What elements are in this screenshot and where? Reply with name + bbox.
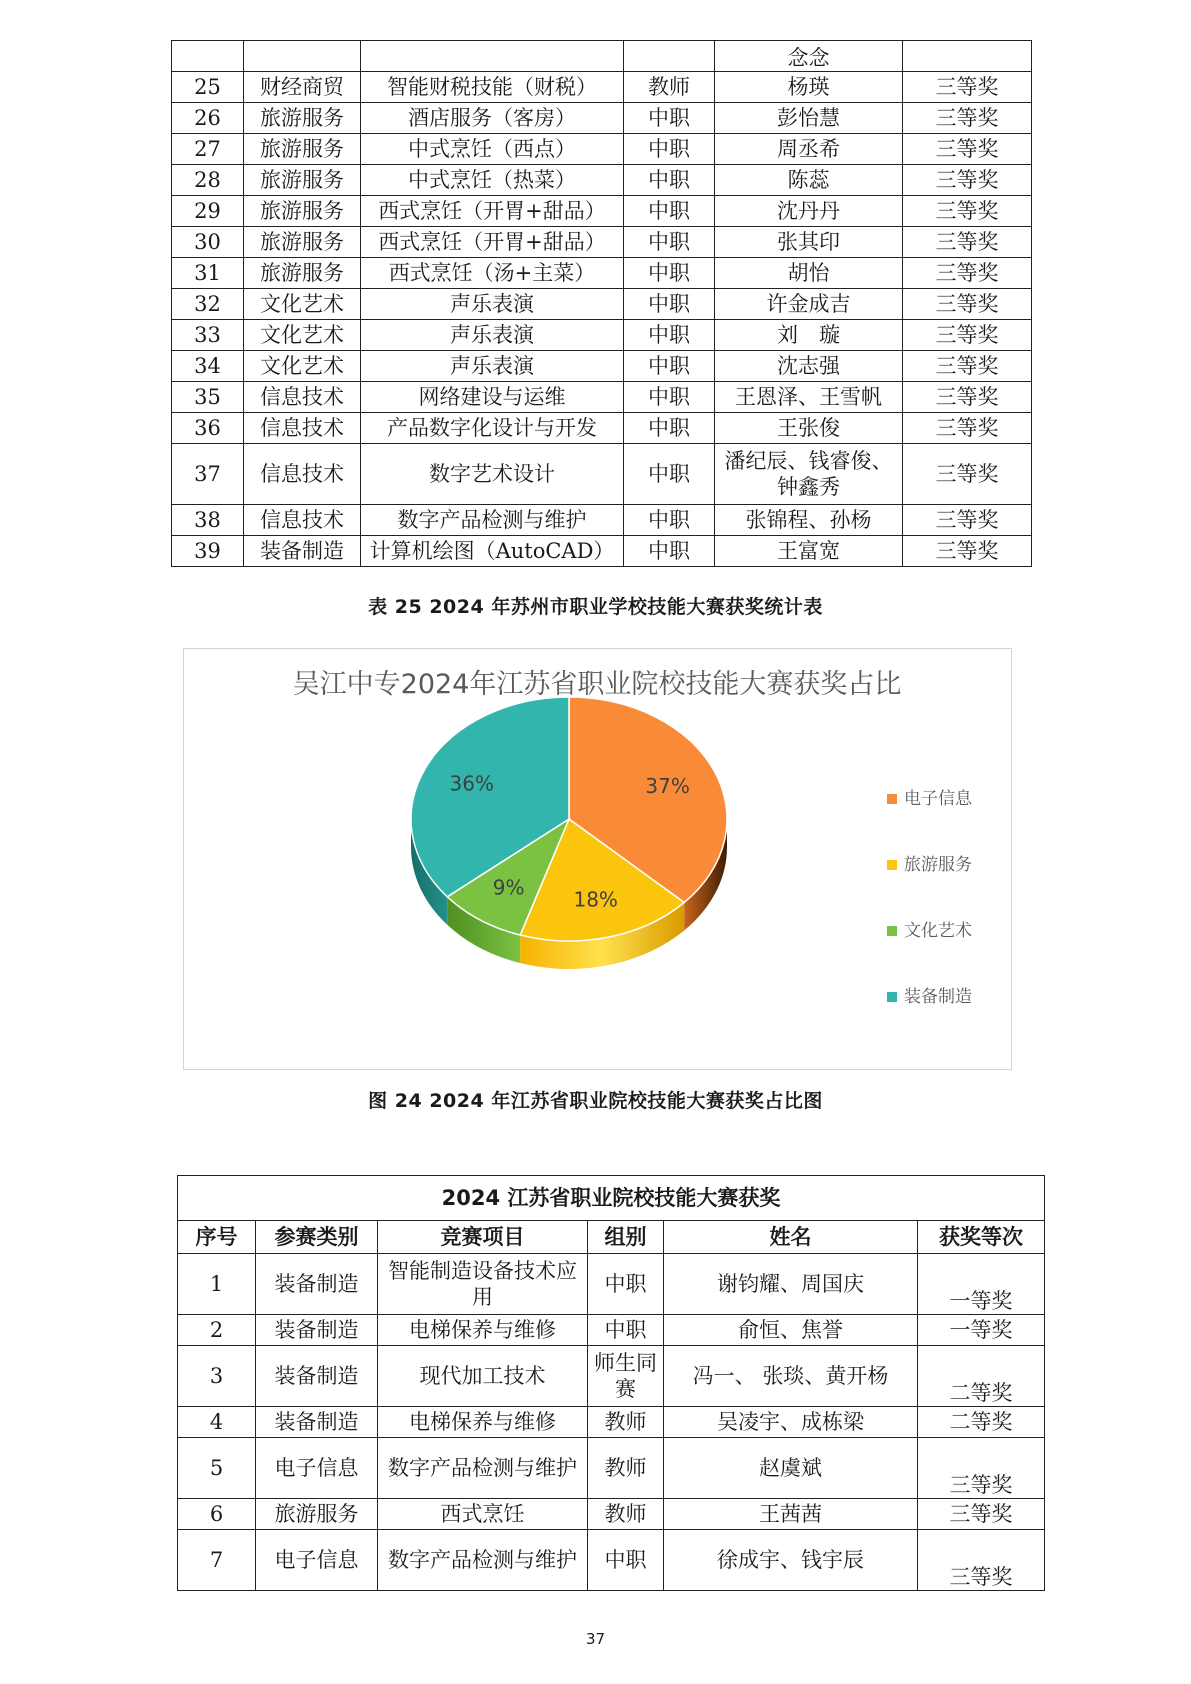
cell-group: 中职 [624,382,715,413]
table-row [172,351,1032,382]
cell-name: 吴凌宇、成栋梁 [664,1407,918,1438]
cell-no: 29 [172,196,244,227]
cell-no: 5 [178,1438,256,1499]
cell-award: 三等奖 [918,1499,1045,1530]
cell-project: 现代加工技术 [378,1346,588,1407]
cell-name: 许金成吉 [715,289,903,320]
table-caption: 表 25 2024 年苏州市职业学校技能大赛获奖统计表 [368,596,823,618]
header-group: 组别 [588,1221,664,1254]
cell-group: 中职 [624,505,715,536]
award-table-continued [171,40,1032,567]
cell-project: 声乐表演 [361,320,624,351]
cell-group: 中职 [624,289,715,320]
table-row [178,1315,1045,1346]
cell-no: 33 [172,320,244,351]
cell-category: 文化艺术 [244,351,361,382]
cell-group: 教师 [624,72,715,103]
legend-swatch-0 [887,794,897,804]
cell-award: 三等奖 [903,72,1032,103]
cell-award: 三等奖 [903,227,1032,258]
cell-award: 三等奖 [903,196,1032,227]
header-name: 姓名 [664,1221,918,1254]
cell-group: 中职 [624,227,715,258]
cell-no: 34 [172,351,244,382]
header-category: 参赛类别 [256,1221,378,1254]
cell-category: 文化艺术 [244,320,361,351]
cell-award: 二等奖 [918,1407,1045,1438]
cell-award: 三等奖 [903,413,1032,444]
legend-label-3: 装备制造 [904,987,972,1007]
pie-slices [411,697,727,941]
cell-group: 中职 [588,1315,664,1346]
cell-group: 教师 [588,1438,664,1499]
cell-group: 中职 [624,444,715,505]
cell-award: 一等奖 [918,1315,1045,1346]
cell-category: 装备制造 [256,1346,378,1407]
cell-no: 3 [178,1346,256,1407]
cell-name: 周丞希 [715,134,903,165]
cell-group: 教师 [588,1499,664,1530]
cell-award: 三等奖 [903,382,1032,413]
cell-category: 旅游服务 [244,258,361,289]
cell-category: 电子信息 [256,1438,378,1499]
cell-category: 信息技术 [244,413,361,444]
pie-label-2: 9% [492,875,525,900]
page-number: 37 [585,1630,606,1648]
cell-group: 中职 [588,1254,664,1315]
pie-label-3: 36% [449,771,495,796]
table-row [178,1346,1045,1407]
cell-award: 一等奖 [918,1254,1045,1315]
cell-project: 声乐表演 [361,351,624,382]
cell-award: 三等奖 [903,165,1032,196]
cell-group: 中职 [624,258,715,289]
table-row [172,196,1032,227]
cell-no: 30 [172,227,244,258]
cell-category: 电子信息 [256,1530,378,1591]
cell-name: 潘纪辰、钱睿俊、钟鑫秀 [715,444,903,505]
cell-project: 西式烹饪（开胃+甜品） [361,227,624,258]
cell-no: 32 [172,289,244,320]
table-row [172,444,1032,505]
cell-no: 1 [178,1254,256,1315]
table-row [178,1407,1045,1438]
table-row [172,382,1032,413]
cell-name: 陈蕊 [715,165,903,196]
cell-project: 网络建设与运维 [361,382,624,413]
table-row [172,72,1032,103]
cell-category: 信息技术 [244,382,361,413]
cell-name: 冯一、 张琰、黄开杨 [664,1346,918,1407]
cell-project: 数字产品检测与维护 [378,1438,588,1499]
cell-name: 沈丹丹 [715,196,903,227]
chart-legend [887,789,973,1007]
table-row [172,413,1032,444]
cell-no: 36 [172,413,244,444]
table-row [172,258,1032,289]
table-row [178,1254,1045,1315]
cell-category: 装备制造 [256,1407,378,1438]
cell-name: 张其印 [715,227,903,258]
header-award: 获奖等次 [918,1221,1045,1254]
cell-award: 二等奖 [918,1346,1045,1407]
cell-award: 三等奖 [903,320,1032,351]
cell-award: 三等奖 [903,289,1032,320]
cell-project: 中式烹饪（西点） [361,134,624,165]
cell-group: 中职 [624,320,715,351]
cell-name: 王恩泽、王雪帆 [715,382,903,413]
cell-project: 智能财税技能（财税） [361,72,624,103]
cell-project: 电梯保养与维修 [378,1407,588,1438]
cell-award: 三等奖 [903,258,1032,289]
cell-award: 三等奖 [903,444,1032,505]
legend-swatch-1 [887,860,897,870]
table-row [172,289,1032,320]
cell-group: 中职 [624,196,715,227]
cell-category: 信息技术 [244,505,361,536]
chart-title: 吴江中专2024年江苏省职业院校技能大赛获奖占比 [292,669,902,700]
cell-award: 三等奖 [903,536,1032,567]
legend-swatch-3 [887,992,897,1002]
cell-category: 旅游服务 [256,1499,378,1530]
cell-project: 西式烹饪 [378,1499,588,1530]
cell-category: 装备制造 [244,536,361,567]
cell-no: 28 [172,165,244,196]
cell-project: 酒店服务（客房） [361,103,624,134]
cell-name: 王茜茜 [664,1499,918,1530]
cell-group: 中职 [624,103,715,134]
cell-no: 25 [172,72,244,103]
cell-name: 彭怡慧 [715,103,903,134]
cell-group: 中职 [624,351,715,382]
cell-category: 旅游服务 [244,103,361,134]
table-row [172,505,1032,536]
cell-project: 计算机绘图（AutoCAD） [361,536,624,567]
cell-project: 数字产品检测与维护 [378,1530,588,1591]
provincial-award-table [177,1175,1045,1591]
chart-caption: 图 24 2024 年江苏省职业院校技能大赛获奖占比图 [368,1090,823,1112]
cell-group: 中职 [624,134,715,165]
cell-group: 中职 [624,165,715,196]
cell-no: 4 [178,1407,256,1438]
cell-award: 三等奖 [903,505,1032,536]
table-row [172,41,1032,72]
cell-project: 西式烹饪（汤+主菜） [361,258,624,289]
continued-cell: 念念 [715,41,903,72]
pie-chart [184,649,1011,1069]
cell-no: 31 [172,258,244,289]
cell-no: 39 [172,536,244,567]
cell-award: 三等奖 [903,351,1032,382]
header-no: 序号 [178,1221,256,1254]
cell-category: 装备制造 [256,1315,378,1346]
table-row [172,536,1032,567]
cell-no: 7 [178,1530,256,1591]
cell-name: 王富宽 [715,536,903,567]
cell-group: 中职 [624,536,715,567]
cell-no: 6 [178,1499,256,1530]
cell-name: 杨瑛 [715,72,903,103]
cell-no: 27 [172,134,244,165]
cell-name: 张锦程、孙杨 [715,505,903,536]
cell-category: 旅游服务 [244,165,361,196]
cell-category: 财经商贸 [244,72,361,103]
cell-name: 刘 璇 [715,320,903,351]
cell-category: 文化艺术 [244,289,361,320]
pie-label-0: 37% [645,774,690,799]
cell-no: 2 [178,1315,256,1346]
cell-category: 旅游服务 [244,134,361,165]
cell-project: 电梯保养与维修 [378,1315,588,1346]
table-header-row [178,1221,1045,1254]
cell-award: 三等奖 [903,134,1032,165]
header-project: 竞赛项目 [378,1221,588,1254]
cell-group: 中职 [624,413,715,444]
table-row [178,1438,1045,1499]
cell-name: 俞恒、焦誉 [664,1315,918,1346]
cell-group: 教师 [588,1407,664,1438]
cell-award: 三等奖 [918,1438,1045,1499]
legend-label-1: 旅游服务 [904,855,972,875]
cell-project: 中式烹饪（热菜） [361,165,624,196]
table-title: 2024 江苏省职业院校技能大赛获奖 [178,1176,1045,1221]
cell-name: 王张俊 [715,413,903,444]
legend-label-2: 文化艺术 [904,921,972,941]
cell-no: 26 [172,103,244,134]
cell-no: 37 [172,444,244,505]
cell-project: 产品数字化设计与开发 [361,413,624,444]
cell-project: 数字产品检测与维护 [361,505,624,536]
table-row [172,134,1032,165]
table-title-row [178,1176,1045,1221]
cell-name: 徐成宇、钱宇辰 [664,1530,918,1591]
cell-award: 三等奖 [903,103,1032,134]
cell-category: 信息技术 [244,444,361,505]
cell-no: 38 [172,505,244,536]
cell-category: 装备制造 [256,1254,378,1315]
legend-swatch-2 [887,926,897,936]
table-row [172,165,1032,196]
cell-name: 赵虞斌 [664,1438,918,1499]
table-row [172,320,1032,351]
legend-label-0: 电子信息 [904,789,972,809]
cell-category: 旅游服务 [244,227,361,258]
cell-name: 胡怡 [715,258,903,289]
cell-award: 三等奖 [918,1530,1045,1591]
cell-project: 西式烹饪（开胃+甜品） [361,196,624,227]
cell-group: 师生同赛 [588,1346,664,1407]
table-row [178,1499,1045,1530]
cell-project: 数字艺术设计 [361,444,624,505]
cell-category: 旅游服务 [244,196,361,227]
pie-chart-area [183,648,1012,1070]
pie-label-1: 18% [573,887,618,912]
cell-group: 中职 [588,1530,664,1591]
cell-name: 沈志强 [715,351,903,382]
table-row [178,1530,1045,1591]
cell-name: 谢钧耀、周国庆 [664,1254,918,1315]
cell-project: 声乐表演 [361,289,624,320]
table-row [172,103,1032,134]
table-row [172,227,1032,258]
cell-no: 35 [172,382,244,413]
cell-project: 智能制造设备技术应用 [378,1254,588,1315]
